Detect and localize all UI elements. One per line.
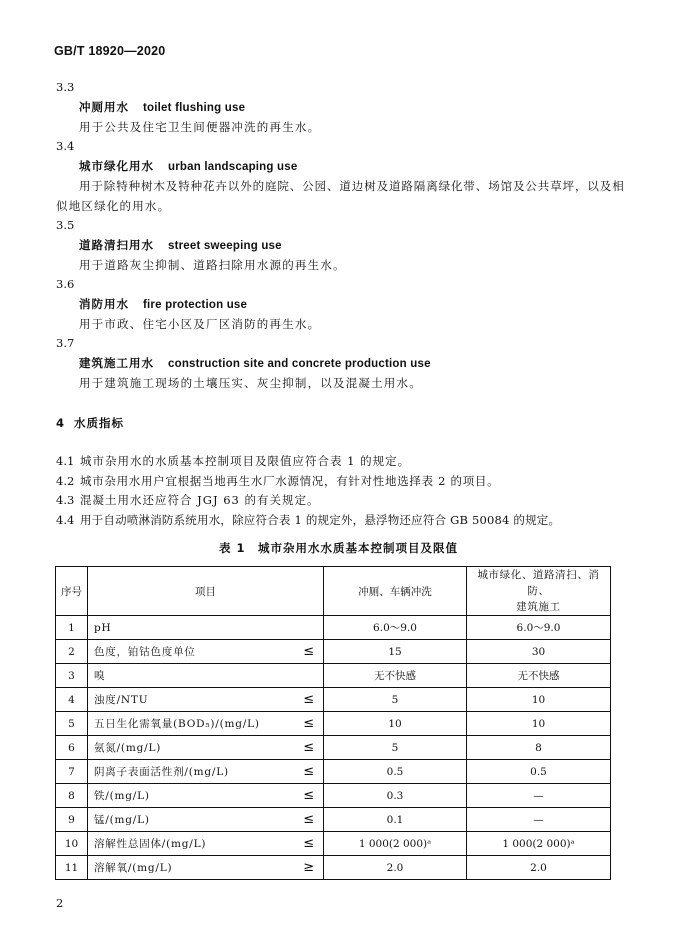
row-number: 6 xyxy=(56,736,88,760)
row-operator: ≥ xyxy=(303,860,315,875)
term-zh: 消防用水 xyxy=(79,297,129,311)
header-col-b-line1: 城市绿化、道路清扫、消防、 xyxy=(477,569,600,597)
term-en: urban landscaping use xyxy=(168,161,298,173)
row-operator: ≤ xyxy=(303,764,315,779)
table-row xyxy=(56,688,611,712)
term-definition: 用于公共及住宅卫生间便器冲洗的再生水。 xyxy=(79,120,321,134)
row-item-wrap xyxy=(88,836,323,851)
row-value-landscaping: 8 xyxy=(467,736,611,760)
clause-text: 城市杂用水的水质基本控制项目及限值应符合表 1 的规定。 xyxy=(80,454,411,468)
header-col-b-line2: 建筑施工 xyxy=(516,601,561,613)
row-value-flushing: 10 xyxy=(324,712,467,736)
clause xyxy=(56,492,320,508)
row-item-label: pH xyxy=(94,621,112,634)
section-heading xyxy=(56,415,124,431)
row-item xyxy=(88,664,324,688)
row-item-wrap xyxy=(88,740,323,755)
row-value-landscaping: — xyxy=(467,784,611,808)
clause xyxy=(56,473,499,489)
clause-text: 城市杂用水用户宜根据当地再生水厂水源情况，有针对性地选择表 2 的项目。 xyxy=(80,474,500,488)
clause xyxy=(56,512,560,528)
header-no: 序号 xyxy=(56,567,88,616)
term-title xyxy=(79,99,245,115)
row-value-flushing: 6.0～9.0 xyxy=(324,616,467,640)
row-value-flushing: 0.3 xyxy=(324,784,467,808)
page-number: 2 xyxy=(56,896,64,910)
table-row xyxy=(56,712,611,736)
table-row xyxy=(56,664,611,688)
row-value-flushing: 15 xyxy=(324,640,467,664)
row-item-wrap xyxy=(88,764,323,779)
row-number: 9 xyxy=(56,808,88,832)
term-title xyxy=(79,237,282,253)
term-number: 3.3 xyxy=(56,80,75,94)
row-number: 1 xyxy=(56,616,88,640)
row-item-label: 色度，铂钴色度单位 xyxy=(94,646,196,658)
row-item-wrap xyxy=(88,692,323,707)
clause xyxy=(56,453,410,469)
row-item-wrap xyxy=(88,644,323,659)
table-row xyxy=(56,616,611,640)
row-number: 10 xyxy=(56,832,88,856)
term-number: 3.4 xyxy=(56,139,75,153)
row-item-label: 锰/(mg/L) xyxy=(94,814,150,826)
clause-number: 4.3 xyxy=(56,493,75,507)
term-zh: 城市绿化用水 xyxy=(79,159,154,173)
row-number: 11 xyxy=(56,856,88,880)
row-item xyxy=(88,760,324,784)
row-item xyxy=(88,808,324,832)
term-zh: 建筑施工用水 xyxy=(79,356,154,370)
clause-number: 4.2 xyxy=(56,474,75,488)
row-operator: ≤ xyxy=(303,716,315,731)
row-number: 7 xyxy=(56,760,88,784)
row-item xyxy=(88,688,324,712)
row-number: 3 xyxy=(56,664,88,688)
table-row xyxy=(56,808,611,832)
header-col-b xyxy=(467,567,611,616)
row-value-landscaping: 2.0 xyxy=(467,856,611,880)
row-item-label: 氨氮/(mg/L) xyxy=(94,742,162,754)
row-value-landscaping: 1 000(2 000)ᵃ xyxy=(467,832,611,856)
row-item-wrap xyxy=(88,788,323,803)
row-operator: ≤ xyxy=(303,812,315,827)
term-number: 3.5 xyxy=(56,218,75,232)
row-item xyxy=(88,712,324,736)
row-operator: ≤ xyxy=(303,836,315,851)
row-value-flushing: 0.1 xyxy=(324,808,467,832)
table-row xyxy=(56,640,611,664)
term-en: street sweeping use xyxy=(168,240,282,252)
row-value-landscaping: 6.0～9.0 xyxy=(467,616,611,640)
row-value-landscaping: 30 xyxy=(467,640,611,664)
table-row xyxy=(56,736,611,760)
row-item-wrap xyxy=(88,668,323,683)
term-definition: 用于道路灰尘抑制、道路扫除用水源的再生水。 xyxy=(79,258,346,272)
water-quality-table xyxy=(55,566,611,880)
term-title xyxy=(79,296,247,312)
row-item-label: 溶解氧/(mg/L) xyxy=(94,862,173,874)
row-item xyxy=(88,640,324,664)
row-item xyxy=(88,856,324,880)
row-operator: ≤ xyxy=(303,740,315,755)
term-zh: 道路清扫用水 xyxy=(79,238,154,252)
term-zh: 冲厕用水 xyxy=(79,100,129,114)
header-item: 项目 xyxy=(88,567,324,616)
clause-number: 4.1 xyxy=(56,454,75,468)
table-row xyxy=(56,856,611,880)
row-number: 5 xyxy=(56,712,88,736)
row-item-wrap xyxy=(88,860,323,875)
term-definition: 用于市政、住宅小区及厂区消防的再生水。 xyxy=(79,317,321,331)
standard-code-header: GB/T 18920—2020 xyxy=(54,44,166,58)
row-value-landscaping: 10 xyxy=(467,688,611,712)
row-item-label: 溶解性总固体/(mg/L) xyxy=(94,838,207,850)
row-value-flushing: 无不快感 xyxy=(324,664,467,688)
term-definition-continued: 似地区绿化的用水。 xyxy=(56,199,171,213)
row-value-flushing: 5 xyxy=(324,736,467,760)
table-body xyxy=(56,616,611,880)
row-item xyxy=(88,832,324,856)
term-title xyxy=(79,158,297,174)
table-header-row xyxy=(56,567,611,616)
term-definition: 用于建筑施工现场的土壤压实、灰尘抑制，以及混凝土用水。 xyxy=(79,376,422,390)
row-value-flushing: 2.0 xyxy=(324,856,467,880)
table-row xyxy=(56,784,611,808)
row-number: 2 xyxy=(56,640,88,664)
table-row xyxy=(56,760,611,784)
row-item-wrap xyxy=(88,812,323,827)
row-item-wrap xyxy=(88,716,323,731)
section-title: 水质指标 xyxy=(74,416,125,430)
row-item-label: 浊度/NTU xyxy=(94,694,149,706)
section-number: 4 xyxy=(56,416,65,430)
row-item-label: 五日生化需氧量(BOD₅)/(mg/L) xyxy=(94,718,260,730)
row-value-flushing: 1 000(2 000)ᵃ xyxy=(324,832,467,856)
clause-text: 用于自动喷淋消防系统用水，除应符合表 1 的规定外，悬浮物还应符合 GB 50084 的规定。 xyxy=(80,513,561,527)
row-value-landscaping: — xyxy=(467,808,611,832)
term-number: 3.6 xyxy=(56,277,75,291)
row-number: 4 xyxy=(56,688,88,712)
row-number: 8 xyxy=(56,784,88,808)
row-operator: ≤ xyxy=(303,788,315,803)
row-value-flushing: 0.5 xyxy=(324,760,467,784)
term-title xyxy=(79,355,431,371)
clause-number: 4.4 xyxy=(56,513,75,527)
table-caption: 表 1 城市杂用水水质基本控制项目及限值 xyxy=(218,541,458,555)
row-value-flushing: 5 xyxy=(324,688,467,712)
row-item-label: 嗅 xyxy=(94,670,106,682)
term-definition: 用于除特种树木及特种花卉以外的庭院、公园、道边树及道路隔离绿化带、场馆及公共草坪，以及相 xyxy=(79,179,625,193)
row-value-landscaping: 0.5 xyxy=(467,760,611,784)
row-item xyxy=(88,616,324,640)
row-item-label: 铁/(mg/L) xyxy=(94,790,150,802)
term-en: fire protection use xyxy=(143,299,248,311)
term-number: 3.7 xyxy=(56,336,75,350)
row-value-landscaping: 无不快感 xyxy=(467,664,611,688)
term-en: toilet flushing use xyxy=(143,102,246,114)
table-row xyxy=(56,832,611,856)
row-operator: ≤ xyxy=(303,644,315,659)
row-operator: ≤ xyxy=(303,692,315,707)
row-value-landscaping: 10 xyxy=(467,712,611,736)
clause-text: 混凝土用水还应符合 JGJ 63 的有关规定。 xyxy=(80,493,320,507)
row-item xyxy=(88,784,324,808)
row-item-label: 阴离子表面活性剂/(mg/L) xyxy=(94,766,229,778)
term-en: construction site and concrete production use xyxy=(168,358,431,370)
row-item-wrap xyxy=(88,622,323,634)
header-col-a: 冲厕、车辆冲洗 xyxy=(324,567,467,616)
row-item xyxy=(88,736,324,760)
